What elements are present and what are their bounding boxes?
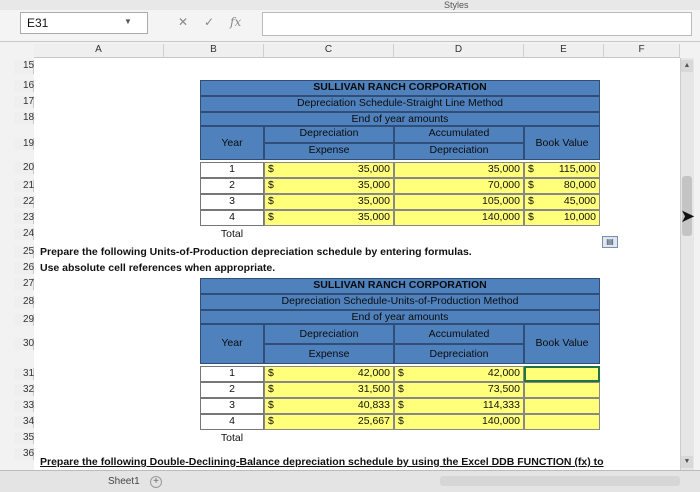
row-header[interactable]: 17 <box>14 96 34 108</box>
table2-acc-cell[interactable] <box>394 366 524 382</box>
table1-book-cell[interactable] <box>524 194 600 210</box>
table2-year-cell[interactable]: 4 <box>200 414 264 430</box>
row-header[interactable]: 26 <box>14 262 34 274</box>
currency-symbol: $ <box>268 163 274 175</box>
row-header[interactable]: 33 <box>14 400 34 412</box>
currency-symbol: $ <box>268 179 274 191</box>
currency-symbol: $ <box>398 415 404 427</box>
table2-dep-cell[interactable] <box>264 366 394 382</box>
table2-dep-cell[interactable] <box>264 382 394 398</box>
dep-value: 35,000 <box>357 195 390 207</box>
table1-book-cell[interactable] <box>524 162 600 178</box>
currency-symbol: $ <box>268 195 274 207</box>
dep-value: 25,667 <box>357 415 390 427</box>
currency-symbol: $ <box>528 163 534 175</box>
column-header-a[interactable]: A <box>34 44 164 58</box>
table2-title: SULLIVAN RANCH CORPORATION <box>200 278 600 294</box>
table2-book-cell[interactable] <box>524 414 600 430</box>
table2-dep-header-1: Depreciation <box>264 324 394 344</box>
fx-icon[interactable]: fx <box>230 15 242 29</box>
table1-acc-cell[interactable] <box>394 194 524 210</box>
table1-dep-cell[interactable] <box>264 210 394 226</box>
row-header[interactable]: 27 <box>14 278 34 290</box>
currency-symbol: $ <box>268 383 274 395</box>
table2-dep-header-2: Expense <box>264 344 394 364</box>
acc-value: 114,333 <box>482 399 520 411</box>
table2-book-header: Book Value <box>524 324 600 364</box>
acc-value: 140,000 <box>482 415 520 427</box>
row-header[interactable]: 28 <box>14 296 34 308</box>
table2-total-label: Total <box>220 432 244 444</box>
table1-acc-header-2: Depreciation <box>394 143 524 160</box>
currency-symbol: $ <box>398 367 404 379</box>
row-header[interactable]: 36 <box>14 448 34 460</box>
table2-book-cell-selected[interactable] <box>524 366 600 382</box>
table2-year-cell[interactable]: 1 <box>200 366 264 382</box>
row-header[interactable]: 16 <box>14 80 34 92</box>
currency-symbol: $ <box>528 179 534 191</box>
table2-period: End of year amounts <box>200 310 600 324</box>
currency-symbol: $ <box>528 211 534 223</box>
table1-dep-header-2: Expense <box>264 143 394 160</box>
book-value: 45,000 <box>563 195 596 207</box>
table2-acc-cell[interactable] <box>394 398 524 414</box>
chevron-down-icon[interactable]: ▼ <box>124 17 132 26</box>
column-header-c[interactable]: C <box>264 44 394 58</box>
row-header[interactable]: 34 <box>14 416 34 428</box>
table2-year-header: Year <box>200 324 264 364</box>
currency-symbol: $ <box>528 195 534 207</box>
sheet-tab[interactable]: Sheet1 <box>108 476 140 487</box>
currency-symbol: $ <box>268 211 274 223</box>
acc-value: 73,500 <box>487 383 520 395</box>
table2-acc-header-1: Accumulated <box>394 324 524 344</box>
row-header[interactable]: 31 <box>14 368 34 380</box>
currency-symbol: $ <box>268 399 274 411</box>
acc-value: 140,000 <box>482 211 520 223</box>
table1-book-header: Book Value <box>524 126 600 160</box>
acc-value: 42,000 <box>487 367 520 379</box>
table1-year-cell[interactable]: 1 <box>200 162 264 178</box>
row-header[interactable]: 30 <box>14 338 34 350</box>
dep-value: 42,000 <box>357 367 390 379</box>
column-header-e[interactable]: E <box>524 44 604 58</box>
table2-year-cell[interactable]: 3 <box>200 398 264 414</box>
currency-symbol: $ <box>398 383 404 395</box>
dep-value: 31,500 <box>357 383 390 395</box>
add-sheet-button[interactable]: + <box>150 476 162 488</box>
row-header[interactable]: 29 <box>14 314 34 326</box>
acc-value: 35,000 <box>487 163 520 175</box>
instruction-line-1: Prepare the following Units-of-Production depreciation schedule by entering formulas. <box>40 246 472 258</box>
table1-subtitle: Depreciation Schedule-Straight Line Method <box>200 96 600 112</box>
table1-period: End of year amounts <box>200 112 600 126</box>
book-value: 10,000 <box>563 211 596 223</box>
table1-title: SULLIVAN RANCH CORPORATION <box>200 80 600 96</box>
currency-symbol: $ <box>268 415 274 427</box>
book-value: 115,000 <box>558 163 596 175</box>
table1-dep-cell[interactable] <box>264 194 394 210</box>
dep-value: 35,000 <box>357 211 390 223</box>
acc-value: 70,000 <box>487 179 520 191</box>
mouse-cursor-icon: ➤ <box>680 206 696 226</box>
cancel-icon[interactable]: ✕ <box>178 15 189 29</box>
dep-value: 35,000 <box>357 163 390 175</box>
row-header[interactable]: 25 <box>14 246 34 258</box>
table1-acc-cell[interactable] <box>394 210 524 226</box>
table2-dep-cell[interactable] <box>264 398 394 414</box>
row-header[interactable]: 24 <box>14 228 34 240</box>
table2-book-cell[interactable] <box>524 382 600 398</box>
table1-acc-cell[interactable] <box>394 162 524 178</box>
instruction-line-2: Use absolute cell references when appropriate. <box>40 262 276 274</box>
table1-year-cell[interactable]: 3 <box>200 194 264 210</box>
styles-label[interactable]: Styles <box>444 0 469 10</box>
row-header[interactable]: 23 <box>14 212 34 224</box>
currency-symbol: $ <box>268 367 274 379</box>
table1-year-header: Year <box>200 126 264 160</box>
formula-input[interactable] <box>262 12 692 36</box>
row-header[interactable]: 20 <box>14 162 34 174</box>
table1-total-label: Total <box>220 228 244 240</box>
table2-subtitle: Depreciation Schedule-Units-of-Production Method <box>200 294 600 310</box>
book-value: 80,000 <box>563 179 596 191</box>
instruction-line-3: Prepare the following Double-Declining-Balance depreciation schedule by using the Excel DDB FUNCTION (fx) to <box>40 456 604 468</box>
table1-book-cell[interactable] <box>524 178 600 194</box>
table2-acc-cell[interactable] <box>394 414 524 430</box>
name-box[interactable]: E31 <box>20 12 148 34</box>
row-header[interactable]: 32 <box>14 384 34 396</box>
table1-acc-cell[interactable] <box>394 178 524 194</box>
row-header[interactable]: 22 <box>14 196 34 208</box>
row-header[interactable]: 19 <box>14 138 34 150</box>
scroll-up-icon[interactable]: ▲ <box>681 60 693 72</box>
dep-value: 40,833 <box>357 399 390 411</box>
table2-dep-cell[interactable] <box>264 414 394 430</box>
table1-year-cell[interactable]: 2 <box>200 178 264 194</box>
row-header[interactable]: 15 <box>14 60 34 74</box>
column-header-b[interactable]: B <box>164 44 264 58</box>
check-icon[interactable]: ✓ <box>204 15 215 29</box>
acc-value: 105,000 <box>482 195 520 207</box>
paste-options-icon[interactable]: ▤ <box>602 236 618 248</box>
row-header[interactable]: 35 <box>14 432 34 444</box>
table2-book-cell[interactable] <box>524 398 600 414</box>
table1-dep-cell[interactable] <box>264 162 394 178</box>
table2-year-cell[interactable]: 2 <box>200 382 264 398</box>
row-header[interactable]: 18 <box>14 112 34 124</box>
table1-acc-header-1: Accumulated <box>394 126 524 143</box>
horizontal-scrollbar[interactable] <box>440 476 680 486</box>
scroll-down-icon[interactable]: ▼ <box>681 456 693 468</box>
table2-acc-cell[interactable] <box>394 382 524 398</box>
row-header[interactable]: 21 <box>14 180 34 192</box>
table1-year-cell[interactable]: 4 <box>200 210 264 226</box>
currency-symbol: $ <box>398 399 404 411</box>
column-header-f[interactable]: F <box>604 44 680 58</box>
vertical-scrollbar[interactable] <box>680 58 694 470</box>
table1-dep-header-1: Depreciation <box>264 126 394 143</box>
column-header-d[interactable]: D <box>394 44 524 58</box>
table2-acc-header-2: Depreciation <box>394 344 524 364</box>
table1-dep-cell[interactable] <box>264 178 394 194</box>
table1-book-cell[interactable] <box>524 210 600 226</box>
dep-value: 35,000 <box>357 179 390 191</box>
